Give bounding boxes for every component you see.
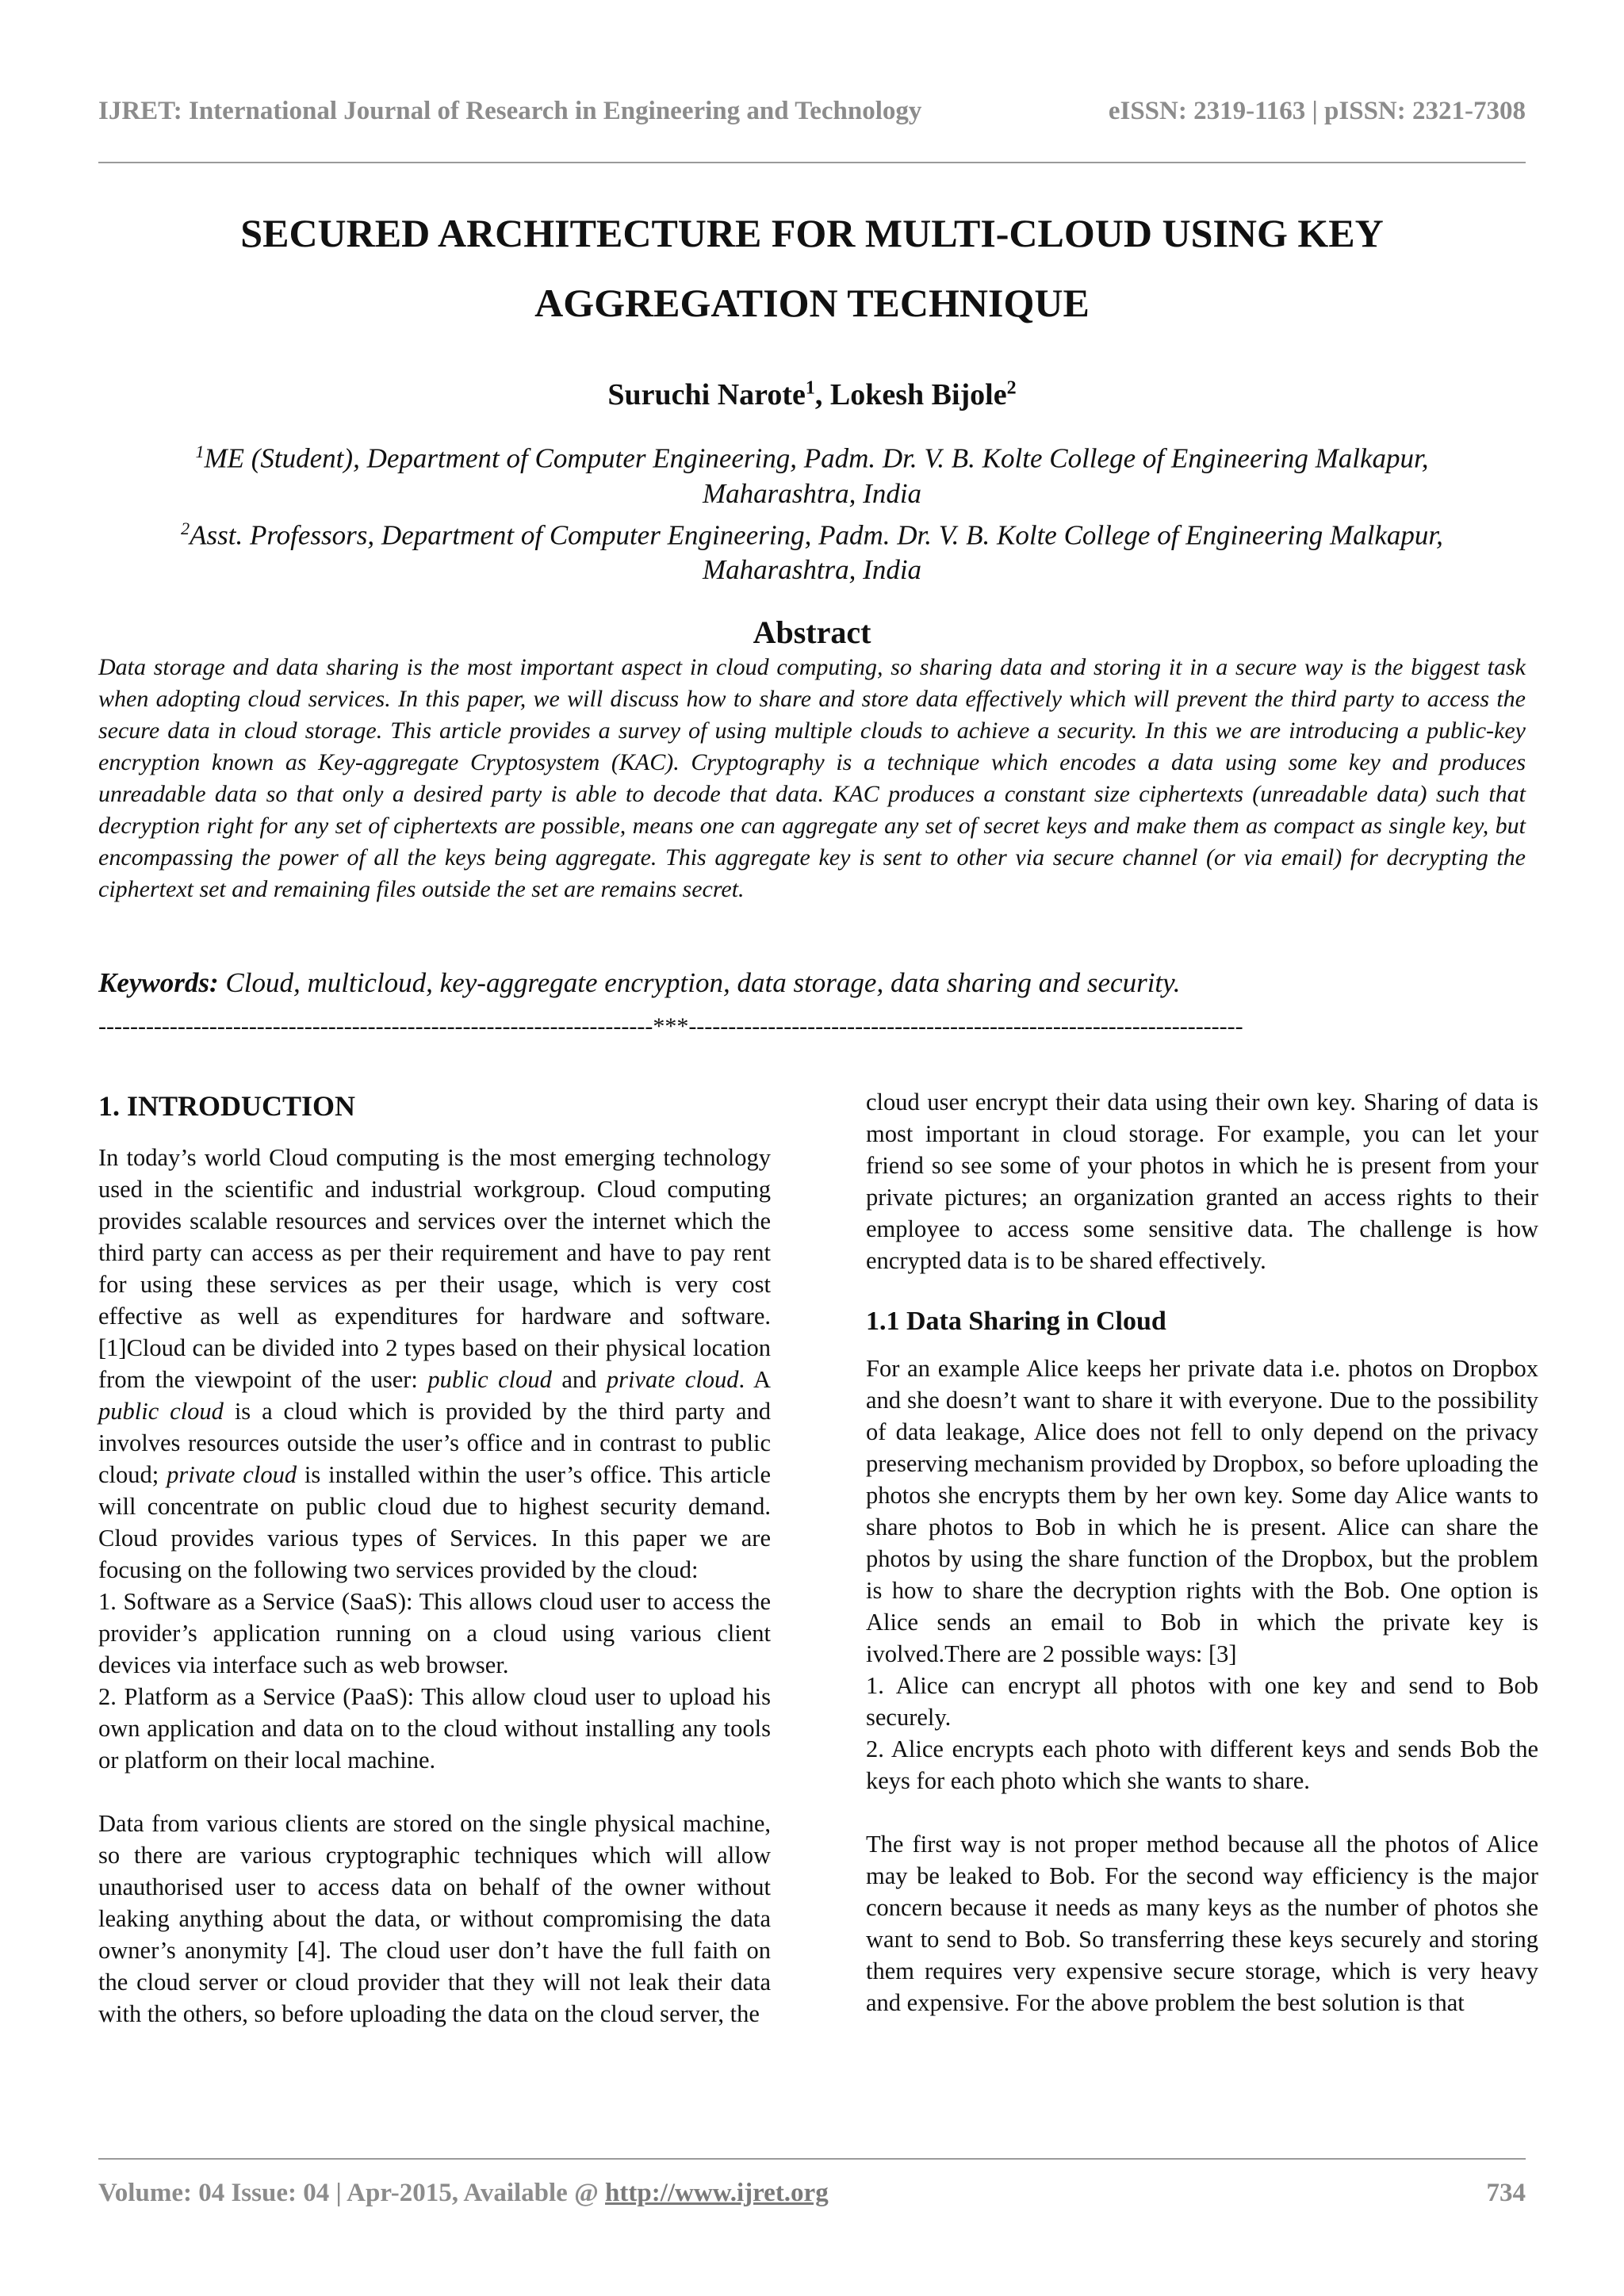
term-public-cloud: public cloud bbox=[427, 1366, 552, 1393]
header-rule bbox=[98, 162, 1526, 163]
affiliation-2-sup: 2 bbox=[181, 518, 190, 538]
intro-text-b: . A bbox=[738, 1366, 771, 1393]
title-line-1: SECURED ARCHITECTURE FOR MULTI-CLOUD USING KEY bbox=[240, 211, 1384, 255]
intro-text-d: is installed within the user’s office. This article will concentrate on public cloud due to highest security demand. Cloud provides various types of Services. In this paper we are focusing on the following two services provided by the cloud: bbox=[98, 1461, 771, 1583]
way-item-2: 2. Alice encrypts each photo with different keys and sends Bob the keys for each photo which she wants to share. bbox=[866, 1735, 1538, 1794]
way-item-1: 1. Alice can encrypt all photos with one key and send to Bob securely. bbox=[866, 1672, 1538, 1731]
service-item-paas: 2. Platform as a Service (PaaS): This allow cloud user to upload his own application and data on to the cloud without installing any tools or platform on their local machine. bbox=[98, 1683, 771, 1774]
footer-volume-text: Volume: 04 Issue: 04 | Apr-2015, Available @ bbox=[98, 2179, 606, 2207]
affiliation-2-line-2: Maharashtra, India bbox=[702, 554, 922, 586]
paragraph-gap bbox=[866, 1276, 1538, 1302]
abstract-heading: Abstract bbox=[753, 614, 871, 650]
right-column bbox=[866, 1086, 1538, 2019]
paragraph-gap bbox=[98, 1776, 771, 1808]
affiliation-2-line-1: Asst. Professors, Department of Computer Engineering, Padm. Dr. V. B. Kolte College of Engineering Malkapur, bbox=[190, 519, 1443, 551]
intro-text-and: and bbox=[551, 1366, 607, 1393]
journal-name: IJRET: International Journal of Research in Engineering and Technology bbox=[98, 97, 922, 125]
keywords-label: Keywords: bbox=[98, 967, 219, 998]
data-sharing-heading: 1.1 Data Sharing in Cloud bbox=[866, 1307, 1166, 1336]
journal-url-link[interactable]: http://www.ijret.org bbox=[605, 2179, 829, 2207]
service-item-saas: 1. Software as a Service (SaaS): This allows cloud user to access the provider’s application running on a cloud using various client devices via interface such as web browser. bbox=[98, 1588, 771, 1678]
running-header bbox=[98, 97, 1526, 132]
paragraph-gap bbox=[866, 1797, 1538, 1828]
affiliation-1-line-1: ME (Student), Department of Computer Engineering, Padm. Dr. V. B. Kolte College of Engineering Malkapur, bbox=[204, 442, 1429, 474]
keywords-text: Cloud, multicloud, key-aggregate encryption, data storage, data sharing and security. bbox=[218, 967, 1181, 998]
introduction-paragraph-1 bbox=[98, 1142, 771, 1586]
title-line-2: AGGREGATION TECHNIQUE bbox=[534, 281, 1090, 325]
affiliation-2 bbox=[98, 511, 1526, 553]
author-separator: , bbox=[814, 378, 830, 411]
affiliation-1-sup: 1 bbox=[195, 442, 205, 461]
author-list bbox=[98, 377, 1526, 412]
data-sharing-paragraph-1: For an example Alice keeps her private data i.e. photos on Dropbox and she doesn’t want to share it with everyone. Due to the possibility of data leakage, Alice does not fell to only depend on the privacy preserving mechanism provided by Dropbox, so before uploading the photos she encrypts them by her own key. Some day Alice wants to share photos to Bob in which he is present. Alice can share the photos by using the share function of the Dropbox, but the problem is how to share the decryption rights with the Bob. One option is Alice sends an email to Bob in which the private key is ivolved.There are 2 possible ways: [3] bbox=[866, 1355, 1538, 1667]
issn-info: eISSN: 2319-1163 | pISSN: 2321-7308 bbox=[1108, 97, 1526, 125]
footer-rule bbox=[98, 2158, 1526, 2160]
author-2: Lokesh Bijole bbox=[829, 378, 1007, 411]
author-2-sup: 2 bbox=[1006, 377, 1017, 399]
section-separator: ----------------------------------------------------------------------***---------------------------------------------------------------------- bbox=[98, 1013, 1243, 1039]
introduction-heading: 1. INTRODUCTION bbox=[98, 1090, 356, 1122]
abstract-text: Data storage and data sharing is the most important aspect in cloud computing, so sharing data and storing it in a secure way is the biggest task when adopting cloud services. In this paper, we will discuss how to share and store data effectively which will prevent the third party to access the secure data in cloud storage. This article provides a survey of using multiple clouds to achieve a security. In this we are introducing a public-key encryption known as Key-aggregate Cryptosystem (KAC). Cryptography is a technique which encodes a data using some key and produces unreadable data so that only a desired party is able to decode that data. KAC produces a constant size ciphertexts (unreadable data) such that decryption right for any set of ciphertexts are possible, means one can aggregate any set of secret keys and make them as compact as single key, but encompassing the power of all the keys being aggregate. This aggregate key is sent to other via secure channel (or via email) for decrypting the ciphertext set and remaining files outside the set are remains secret. bbox=[98, 654, 1526, 902]
footer-volume bbox=[98, 2179, 829, 2208]
paper-title bbox=[98, 198, 1526, 338]
page-number: 734 bbox=[1486, 2179, 1526, 2207]
running-footer bbox=[98, 2179, 1526, 2214]
affiliations bbox=[98, 434, 1526, 587]
right-paragraph-1: cloud user encrypt their data using their own key. Sharing of data is most important in cloud storage. For example, you can let your friend so see some of your photos in which he is present from your private pictures; an organization granted an access rights to their employee to access some sensitive data. The challenge is how encrypted data is to be shared effectively. bbox=[866, 1089, 1538, 1274]
intro-text-a: In today’s world Cloud computing is the most emerging technology used in the scientific and industrial workgroup. Cloud computing provides scalable resources and services over the internet which the third party can access as per their requirement and have to pay rent for using these services as per their usage, which is very cost effective as well as expenditures for hardware and software. [1]Cloud can be divided into 2 types based on their physical location from the viewpoint of the user: bbox=[98, 1144, 771, 1393]
keywords bbox=[98, 967, 1526, 999]
term-private-cloud-2: private cloud bbox=[167, 1461, 297, 1488]
data-sharing-paragraph-2: The first way is not proper method because all the photos of Alice may be leaked to Bob. For the second way efficiency is the major concern because it needs as many keys as the number of photos she want to send to Bob. So transferring these keys securely and storing them requires very expensive secure storage, which is very heavy and expensive. For the above problem the best solution is that bbox=[866, 1831, 1538, 2016]
introduction-paragraph-2: Data from various clients are stored on the single physical machine, so there are various cryptographic techniques which will allow unauthorised user to access data on behalf of the owner without leaking anything about the data, or without compromising the data owner’s anonymity [4]. The cloud user don’t have the full faith on the cloud server or cloud provider that they will not leak their data with the others, so before uploading the data on the cloud server, the bbox=[98, 1810, 771, 2027]
left-column bbox=[98, 1086, 771, 2030]
intro-text-c: is a cloud which is provided by the third party and involves resources outside the user’s office and in contrast to public cloud; bbox=[98, 1398, 772, 1488]
term-private-cloud: private cloud bbox=[606, 1366, 739, 1393]
term-public-cloud-2: public cloud bbox=[98, 1398, 224, 1425]
author-1-sup: 1 bbox=[805, 377, 815, 399]
affiliation-1 bbox=[98, 434, 1526, 476]
affiliation-1-line-2: Maharashtra, India bbox=[702, 477, 922, 509]
author-1: Suruchi Narote bbox=[607, 378, 806, 411]
